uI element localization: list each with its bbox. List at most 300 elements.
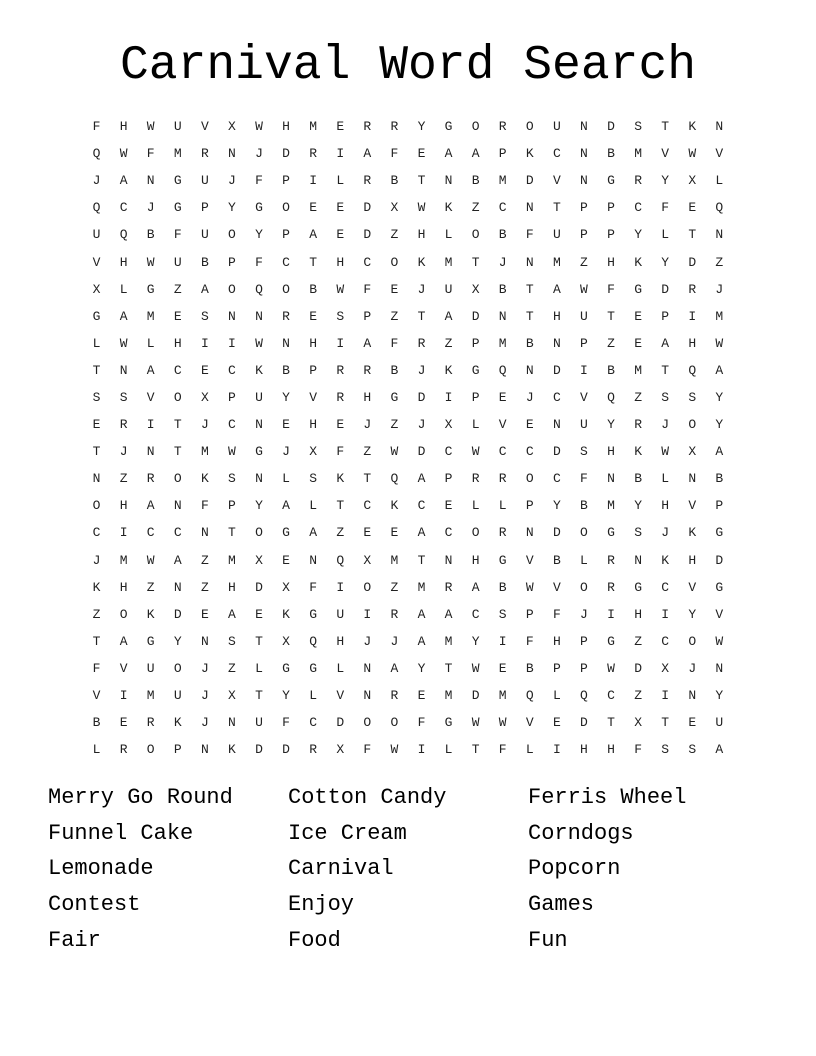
word-list-item: Carnival xyxy=(288,856,394,882)
grid-letter: M xyxy=(715,308,724,324)
grid-letter: K xyxy=(173,715,182,731)
grid-letter: Q xyxy=(688,362,697,378)
grid-letter: F xyxy=(498,742,507,758)
grid-letter: Z xyxy=(634,688,642,704)
grid-letter: R xyxy=(471,471,480,487)
grid-letter: S xyxy=(228,633,236,649)
grid-letter: F xyxy=(390,335,399,351)
grid-letter: Y xyxy=(471,633,480,649)
grid-letter: W xyxy=(471,715,480,731)
grid-letter: W xyxy=(119,146,128,162)
word-list-item: Contest xyxy=(48,892,141,918)
grid-letter: C xyxy=(173,525,182,541)
grid-letter: I xyxy=(119,688,128,704)
grid-letter: B xyxy=(525,335,534,351)
word-list xyxy=(48,780,788,958)
grid-letter: D xyxy=(255,579,263,595)
grid-letter: J xyxy=(200,660,209,676)
grid-letter: J xyxy=(390,633,399,649)
grid-letter: C xyxy=(525,444,534,460)
grid-letter: C xyxy=(363,254,372,270)
grid-letter: Z xyxy=(119,471,128,487)
grid-letter: G xyxy=(255,200,263,216)
grid-letter: E xyxy=(336,200,345,216)
grid-letter: V xyxy=(92,688,101,704)
grid-letter: P xyxy=(580,335,588,351)
grid-letter: P xyxy=(580,227,588,243)
grid-letter: X xyxy=(444,417,453,433)
grid-letter: E xyxy=(688,200,697,216)
grid-letter: A xyxy=(552,281,561,297)
grid-letter: E xyxy=(417,146,426,162)
grid-letter: J xyxy=(661,417,670,433)
grid-letter: T xyxy=(661,715,670,731)
grid-letter: B xyxy=(634,471,642,487)
grid-letter: S xyxy=(634,119,642,135)
grid-letter: Y xyxy=(661,254,670,270)
grid-letter: N xyxy=(525,525,534,541)
grid-letter: Y xyxy=(634,227,642,243)
grid-letter: E xyxy=(417,688,426,704)
grid-letter: A xyxy=(119,308,128,324)
grid-letter: F xyxy=(146,146,155,162)
grid-letter: H xyxy=(580,742,588,758)
grid-letter: X xyxy=(661,660,670,676)
grid-letter: V xyxy=(200,119,209,135)
grid-letter: T xyxy=(173,417,182,433)
grid-letter: A xyxy=(282,498,290,514)
grid-letter: M xyxy=(173,146,182,162)
grid-letter: L xyxy=(661,471,670,487)
grid-letter: X xyxy=(336,742,345,758)
grid-letter: D xyxy=(336,715,345,731)
grid-letter: I xyxy=(336,335,345,351)
grid-letter: E xyxy=(336,119,345,135)
grid-letter: V xyxy=(715,606,724,622)
letter-grid xyxy=(83,113,733,763)
grid-row xyxy=(83,709,733,736)
grid-letter: K xyxy=(634,254,642,270)
grid-letter: J xyxy=(200,688,209,704)
grid-letter: U xyxy=(200,227,209,243)
grid-letter: C xyxy=(146,525,155,541)
grid-letter: L xyxy=(661,227,670,243)
grid-letter: L xyxy=(119,281,128,297)
grid-letter: W xyxy=(390,742,399,758)
grid-letter: R xyxy=(146,715,155,731)
grid-letter: G xyxy=(173,173,182,189)
grid-letter: H xyxy=(661,498,670,514)
grid-letter: Z xyxy=(607,335,615,351)
grid-letter: F xyxy=(200,498,209,514)
grid-letter: E xyxy=(119,715,128,731)
grid-row xyxy=(83,438,733,465)
grid-letter: K xyxy=(336,471,345,487)
grid-letter: E xyxy=(498,660,507,676)
grid-letter: E xyxy=(390,525,399,541)
grid-letter: M xyxy=(417,579,426,595)
grid-letter: M xyxy=(444,254,453,270)
grid-letter: O xyxy=(390,254,399,270)
grid-letter: O xyxy=(580,525,588,541)
grid-letter: H xyxy=(688,335,697,351)
grid-letter: C xyxy=(471,606,480,622)
word-list-item: Ferris Wheel xyxy=(528,785,687,810)
grid-letter: R xyxy=(390,688,399,704)
grid-letter: W xyxy=(688,146,697,162)
grid-letter: B xyxy=(146,227,155,243)
grid-letter: Q xyxy=(92,146,101,162)
grid-letter: T xyxy=(688,227,697,243)
grid-letter: K xyxy=(92,579,101,595)
grid-letter: C xyxy=(552,146,561,162)
grid-letter: P xyxy=(444,471,453,487)
grid-letter: G xyxy=(715,525,724,541)
grid-letter: G xyxy=(173,200,182,216)
grid-letter: P xyxy=(715,498,724,514)
grid-letter: H xyxy=(119,498,128,514)
grid-letter: V xyxy=(688,498,697,514)
grid-letter: N xyxy=(173,579,182,595)
grid-letter: G xyxy=(309,660,318,676)
grid-letter: X xyxy=(228,119,236,135)
grid-letter: K xyxy=(146,606,155,622)
grid-letter: V xyxy=(92,254,101,270)
grid-letter: X xyxy=(200,389,209,405)
grid-letter: Y xyxy=(255,498,263,514)
grid-letter: P xyxy=(228,389,236,405)
grid-letter: T xyxy=(607,715,615,731)
grid-row xyxy=(83,682,733,709)
grid-letter: M xyxy=(146,688,155,704)
grid-letter: C xyxy=(444,444,453,460)
grid-letter: H xyxy=(688,552,697,568)
grid-letter: Q xyxy=(607,389,615,405)
grid-letter: J xyxy=(498,254,507,270)
grid-letter: O xyxy=(471,227,480,243)
grid-letter: C xyxy=(282,254,290,270)
grid-letter: T xyxy=(661,362,670,378)
grid-letter: S xyxy=(580,444,588,460)
grid-letter: V xyxy=(309,389,318,405)
grid-row xyxy=(83,411,733,438)
grid-letter: K xyxy=(282,606,290,622)
grid-letter: M xyxy=(498,173,507,189)
grid-letter: O xyxy=(146,742,155,758)
grid-letter: Q xyxy=(390,471,399,487)
word-list-item: Lemonade xyxy=(48,856,154,882)
grid-letter: O xyxy=(688,417,697,433)
word-list-item: Merry Go Round xyxy=(48,785,233,810)
grid-letter: Z xyxy=(634,633,642,649)
grid-letter: N xyxy=(444,173,453,189)
grid-letter: D xyxy=(363,200,372,216)
grid-letter: R xyxy=(390,606,399,622)
grid-letter: O xyxy=(580,579,588,595)
grid-letter: X xyxy=(688,444,697,460)
grid-letter: D xyxy=(282,146,290,162)
grid-letter: N xyxy=(119,362,128,378)
grid-letter: Y xyxy=(661,173,670,189)
grid-letter: S xyxy=(119,389,128,405)
grid-letter: N xyxy=(634,552,642,568)
grid-letter: B xyxy=(200,254,209,270)
grid-letter: D xyxy=(255,742,263,758)
grid-letter: M xyxy=(444,633,453,649)
grid-letter: N xyxy=(580,173,588,189)
grid-letter: X xyxy=(92,281,101,297)
grid-letter: Z xyxy=(390,579,399,595)
grid-letter: N xyxy=(715,227,724,243)
grid-letter: S xyxy=(228,471,236,487)
grid-letter: Y xyxy=(715,389,724,405)
grid-letter: N xyxy=(228,715,236,731)
grid-letter: X xyxy=(309,444,318,460)
grid-row xyxy=(83,303,733,330)
grid-letter: V xyxy=(498,417,507,433)
grid-letter: R xyxy=(498,471,507,487)
grid-letter: A xyxy=(444,606,453,622)
grid-letter: P xyxy=(661,308,670,324)
grid-letter: P xyxy=(471,389,480,405)
grid-letter: N xyxy=(552,335,561,351)
grid-letter: R xyxy=(363,362,372,378)
grid-letter: M xyxy=(444,688,453,704)
grid-letter: B xyxy=(607,146,615,162)
grid-letter: X xyxy=(688,173,697,189)
grid-letter: K xyxy=(688,525,697,541)
grid-letter: Z xyxy=(390,308,399,324)
grid-letter: U xyxy=(580,417,588,433)
grid-letter: Y xyxy=(282,389,290,405)
grid-letter: C xyxy=(498,444,507,460)
word-list-item: Fun xyxy=(528,927,568,953)
grid-letter: Y xyxy=(634,498,642,514)
grid-letter: P xyxy=(309,362,318,378)
grid-letter: T xyxy=(309,254,318,270)
grid-letter: Y xyxy=(715,417,724,433)
grid-letter: B xyxy=(390,362,399,378)
grid-letter: F xyxy=(336,444,345,460)
grid-row xyxy=(83,221,733,248)
grid-letter: N xyxy=(200,525,209,541)
grid-letter: J xyxy=(715,281,724,297)
grid-letter: H xyxy=(552,633,561,649)
grid-letter: I xyxy=(417,742,426,758)
grid-letter: F xyxy=(363,742,372,758)
grid-letter: Q xyxy=(92,200,101,216)
grid-letter: X xyxy=(363,552,372,568)
grid-letter: R xyxy=(634,173,642,189)
grid-letter: G xyxy=(444,119,453,135)
grid-letter: N xyxy=(200,742,209,758)
grid-letter: Z xyxy=(715,254,724,270)
grid-letter: A xyxy=(146,498,155,514)
grid-letter: W xyxy=(255,335,263,351)
grid-letter: P xyxy=(200,200,209,216)
grid-letter: F xyxy=(552,606,561,622)
grid-letter: T xyxy=(552,200,561,216)
grid-letter: Y xyxy=(715,688,724,704)
grid-letter: N xyxy=(607,471,615,487)
grid-letter: R xyxy=(390,119,399,135)
grid-letter: P xyxy=(282,173,290,189)
grid-letter: N xyxy=(688,471,697,487)
grid-letter: R xyxy=(498,119,507,135)
grid-letter: U xyxy=(552,227,561,243)
grid-row xyxy=(83,628,733,655)
grid-letter: F xyxy=(525,227,534,243)
grid-letter: J xyxy=(146,200,155,216)
grid-letter: N xyxy=(228,146,236,162)
grid-letter: M xyxy=(200,444,209,460)
grid-letter: N xyxy=(580,146,588,162)
grid-letter: U xyxy=(255,715,263,731)
grid-letter: H xyxy=(119,254,128,270)
grid-letter: R xyxy=(119,742,128,758)
grid-letter: C xyxy=(173,362,182,378)
grid-letter: R xyxy=(634,417,642,433)
grid-letter: S xyxy=(661,389,670,405)
grid-letter: H xyxy=(552,308,561,324)
grid-letter: W xyxy=(498,715,507,731)
grid-letter: P xyxy=(607,200,615,216)
grid-letter: N xyxy=(715,119,724,135)
grid-letter: M xyxy=(228,552,236,568)
grid-letter: F xyxy=(92,660,101,676)
grid-letter: V xyxy=(688,579,697,595)
grid-letter: V xyxy=(661,146,670,162)
grid-letter: J xyxy=(200,417,209,433)
grid-letter: N xyxy=(498,308,507,324)
grid-letter: N xyxy=(552,417,561,433)
grid-letter: Q xyxy=(715,200,724,216)
grid-letter: N xyxy=(173,498,182,514)
word-list-item: Food xyxy=(288,927,341,953)
grid-letter: U xyxy=(336,606,345,622)
grid-letter: I xyxy=(552,742,561,758)
grid-letter: A xyxy=(390,660,399,676)
grid-letter: K xyxy=(688,119,697,135)
grid-letter: I xyxy=(119,525,128,541)
grid-letter: F xyxy=(607,281,615,297)
grid-letter: P xyxy=(552,660,561,676)
grid-letter: N xyxy=(255,471,263,487)
grid-letter: G xyxy=(444,715,453,731)
grid-letter: E xyxy=(200,606,209,622)
grid-letter: S xyxy=(200,308,209,324)
grid-row xyxy=(83,736,733,763)
grid-letter: S xyxy=(688,742,697,758)
grid-letter: I xyxy=(363,606,372,622)
grid-letter: A xyxy=(200,281,209,297)
grid-letter: R xyxy=(119,417,128,433)
grid-letter: I xyxy=(228,335,236,351)
grid-letter: H xyxy=(336,254,345,270)
grid-letter: O xyxy=(390,715,399,731)
grid-letter: A xyxy=(363,335,372,351)
grid-letter: A xyxy=(417,633,426,649)
grid-letter: N xyxy=(255,417,263,433)
grid-letter: G xyxy=(309,606,318,622)
grid-row xyxy=(83,276,733,303)
grid-letter: D xyxy=(715,552,724,568)
grid-letter: H xyxy=(417,227,426,243)
grid-letter: P xyxy=(228,498,236,514)
grid-letter: D xyxy=(552,525,561,541)
grid-letter: E xyxy=(200,362,209,378)
grid-letter: L xyxy=(525,742,534,758)
grid-letter: T xyxy=(363,471,372,487)
grid-letter: P xyxy=(607,227,615,243)
grid-letter: U xyxy=(173,254,182,270)
grid-letter: N xyxy=(363,660,372,676)
grid-letter: V xyxy=(715,146,724,162)
grid-letter: D xyxy=(471,308,480,324)
grid-letter: K xyxy=(634,444,642,460)
grid-letter: G xyxy=(146,281,155,297)
grid-letter: S xyxy=(688,389,697,405)
grid-letter: T xyxy=(607,308,615,324)
grid-letter: F xyxy=(661,200,670,216)
grid-letter: I xyxy=(688,308,697,324)
grid-letter: R xyxy=(309,742,318,758)
grid-letter: P xyxy=(498,146,507,162)
grid-letter: G xyxy=(607,525,615,541)
grid-letter: T xyxy=(255,633,263,649)
grid-letter: R xyxy=(607,552,615,568)
grid-letter: H xyxy=(607,742,615,758)
grid-letter: L xyxy=(282,471,290,487)
grid-letter: Y xyxy=(607,417,615,433)
grid-row xyxy=(83,492,733,519)
grid-letter: F xyxy=(173,227,182,243)
grid-letter: M xyxy=(498,335,507,351)
grid-letter: A xyxy=(715,742,724,758)
grid-letter: A xyxy=(173,552,182,568)
grid-letter: L xyxy=(255,660,263,676)
grid-letter: Y xyxy=(417,660,426,676)
grid-letter: F xyxy=(282,715,290,731)
grid-letter: R xyxy=(498,525,507,541)
grid-row xyxy=(83,655,733,682)
grid-letter: J xyxy=(417,362,426,378)
grid-letter: J xyxy=(92,552,101,568)
grid-letter: E xyxy=(525,417,534,433)
grid-letter: V xyxy=(580,389,588,405)
grid-letter: P xyxy=(580,633,588,649)
grid-letter: W xyxy=(146,119,155,135)
grid-letter: L xyxy=(715,173,724,189)
grid-letter: Z xyxy=(146,579,155,595)
grid-letter: Y xyxy=(173,633,182,649)
grid-letter: I xyxy=(336,146,345,162)
grid-letter: K xyxy=(228,742,236,758)
grid-letter: T xyxy=(471,742,480,758)
grid-letter: C xyxy=(228,362,236,378)
grid-letter: J xyxy=(119,444,128,460)
grid-letter: M xyxy=(498,688,507,704)
grid-letter: F xyxy=(580,471,588,487)
grid-letter: A xyxy=(417,606,426,622)
grid-letter: B xyxy=(282,362,290,378)
page-title: Carnival Word Search xyxy=(119,39,697,93)
grid-letter: X xyxy=(634,715,642,731)
grid-letter: U xyxy=(444,281,453,297)
grid-letter: O xyxy=(92,498,101,514)
grid-letter: D xyxy=(471,688,480,704)
grid-letter: U xyxy=(92,227,101,243)
